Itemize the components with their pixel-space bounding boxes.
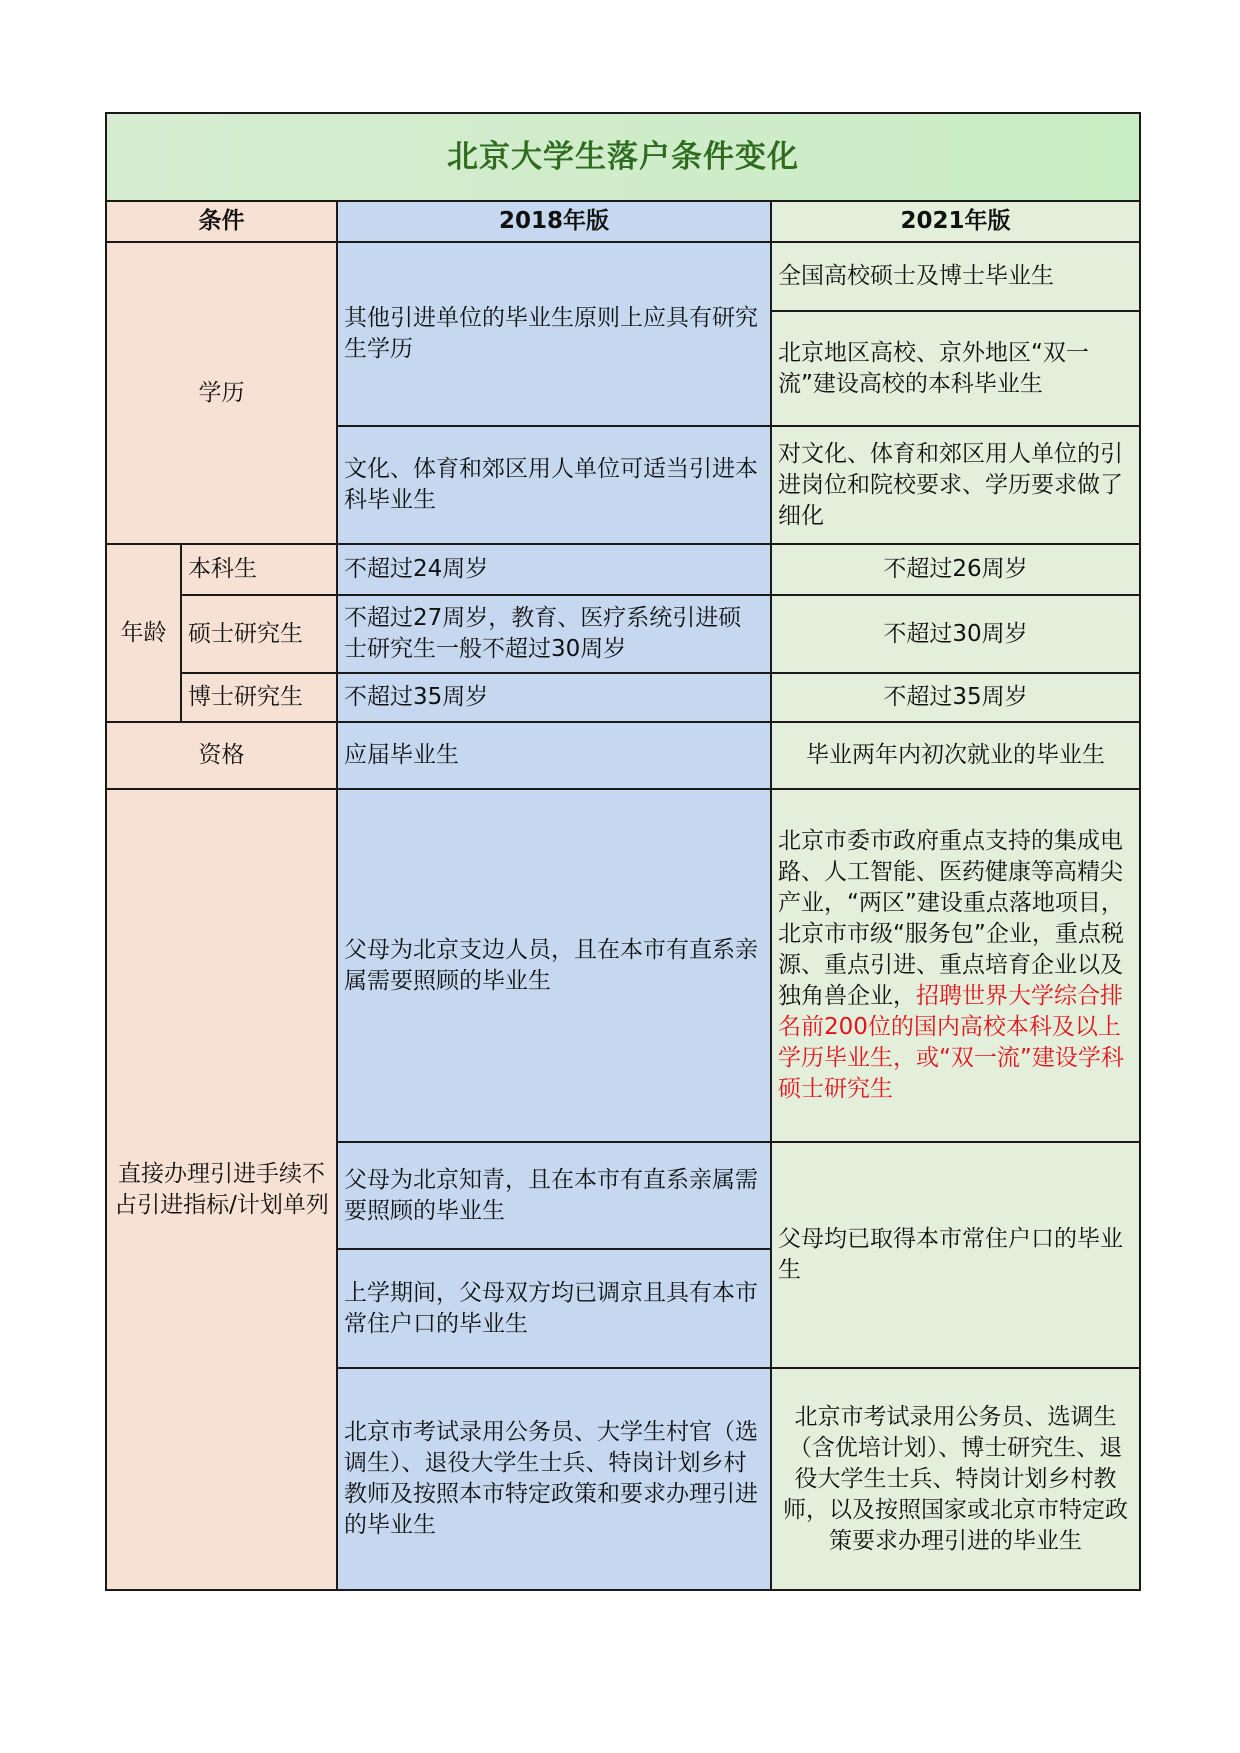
- qualification-label: 资格: [106, 722, 337, 789]
- qualification-2021: 毕业两年内初次就业的毕业生: [771, 722, 1140, 789]
- age-bachelor-2021: 不超过26周岁: [771, 544, 1140, 595]
- direct-2018-border-support: 父母为北京支边人员，且在本市有直系亲属需要照顾的毕业生: [337, 789, 771, 1142]
- age-sub-bachelor: 本科生: [181, 544, 337, 595]
- direct-2021-parents-hukou: 父母均已取得本市常住户口的毕业生: [771, 1142, 1140, 1368]
- policy-comparison-table: [105, 112, 1141, 1591]
- header-2021: 2021年版: [771, 201, 1140, 242]
- direct-2021-key-enterprises: [771, 789, 1140, 1142]
- age-doctor-2021: 不超过35周岁: [771, 673, 1140, 722]
- direct-2021-highlight-text: 招聘世界大学综合排名前200位的国内高校本科及以上学历毕业生，或“双一流”建设学科硕士研究生: [778, 983, 1124, 1102]
- age-sub-doctor: 博士研究生: [181, 673, 337, 722]
- direct-2018-parents-transferred: 上学期间，父母双方均已调京且具有本市常住户口的毕业生: [337, 1249, 771, 1368]
- direct-2021-civil-servants: 北京市考试录用公务员、选调生（含优培计划）、博士研究生、退役大学生士兵、特岗计划乡村教师，以及按照国家或北京市特定政策要求办理引进的毕业生: [771, 1368, 1140, 1590]
- direct-label: 直接办理引进手续不占引进指标/计划单列: [106, 789, 337, 1590]
- age-master-2021: 不超过30周岁: [771, 595, 1140, 673]
- education-2018-bachelor: 文化、体育和郊区用人单位可适当引进本科毕业生: [337, 426, 771, 544]
- education-2021-master-doctor: 全国高校硕士及博士毕业生: [771, 242, 1140, 311]
- header-2018: 2018年版: [337, 201, 771, 242]
- direct-2018-civil-servants: 北京市考试录用公务员、大学生村官（选调生）、退役大学生士兵、特岗计划乡村教师及按照本市特定政策和要求办理引进的毕业生: [337, 1368, 771, 1590]
- age-label: 年龄: [106, 544, 181, 722]
- education-2021-bachelor: 北京地区高校、京外地区“双一流”建设高校的本科毕业生: [771, 311, 1140, 426]
- direct-2021-key-enterprises-text: 北京市委市政府重点支持的集成电路、人工智能、医药健康等高精尖产业，“两区”建设重点落地项目，北京市市级“服务包”企业，重点税源、重点引进、重点培育企业以及独角兽企业，: [778, 828, 1124, 1009]
- direct-2018-educated-youth: 父母为北京知青，且在本市有直系亲属需要照顾的毕业生: [337, 1142, 771, 1249]
- age-bachelor-2018: 不超过24周岁: [337, 544, 771, 595]
- table-title: 北京大学生落户条件变化: [106, 113, 1140, 201]
- age-sub-master: 硕士研究生: [181, 595, 337, 673]
- education-2021-refined: 对文化、体育和郊区用人单位的引进岗位和院校要求、学历要求做了细化: [771, 426, 1140, 544]
- header-condition: 条件: [106, 201, 337, 242]
- age-doctor-2018: 不超过35周岁: [337, 673, 771, 722]
- education-label: 学历: [106, 242, 337, 544]
- education-2018-graduate: 其他引进单位的毕业生原则上应具有研究生学历: [337, 242, 771, 426]
- age-master-2018: 不超过27周岁，教育、医疗系统引进硕士研究生一般不超过30周岁: [337, 595, 771, 673]
- qualification-2018: 应届毕业生: [337, 722, 771, 789]
